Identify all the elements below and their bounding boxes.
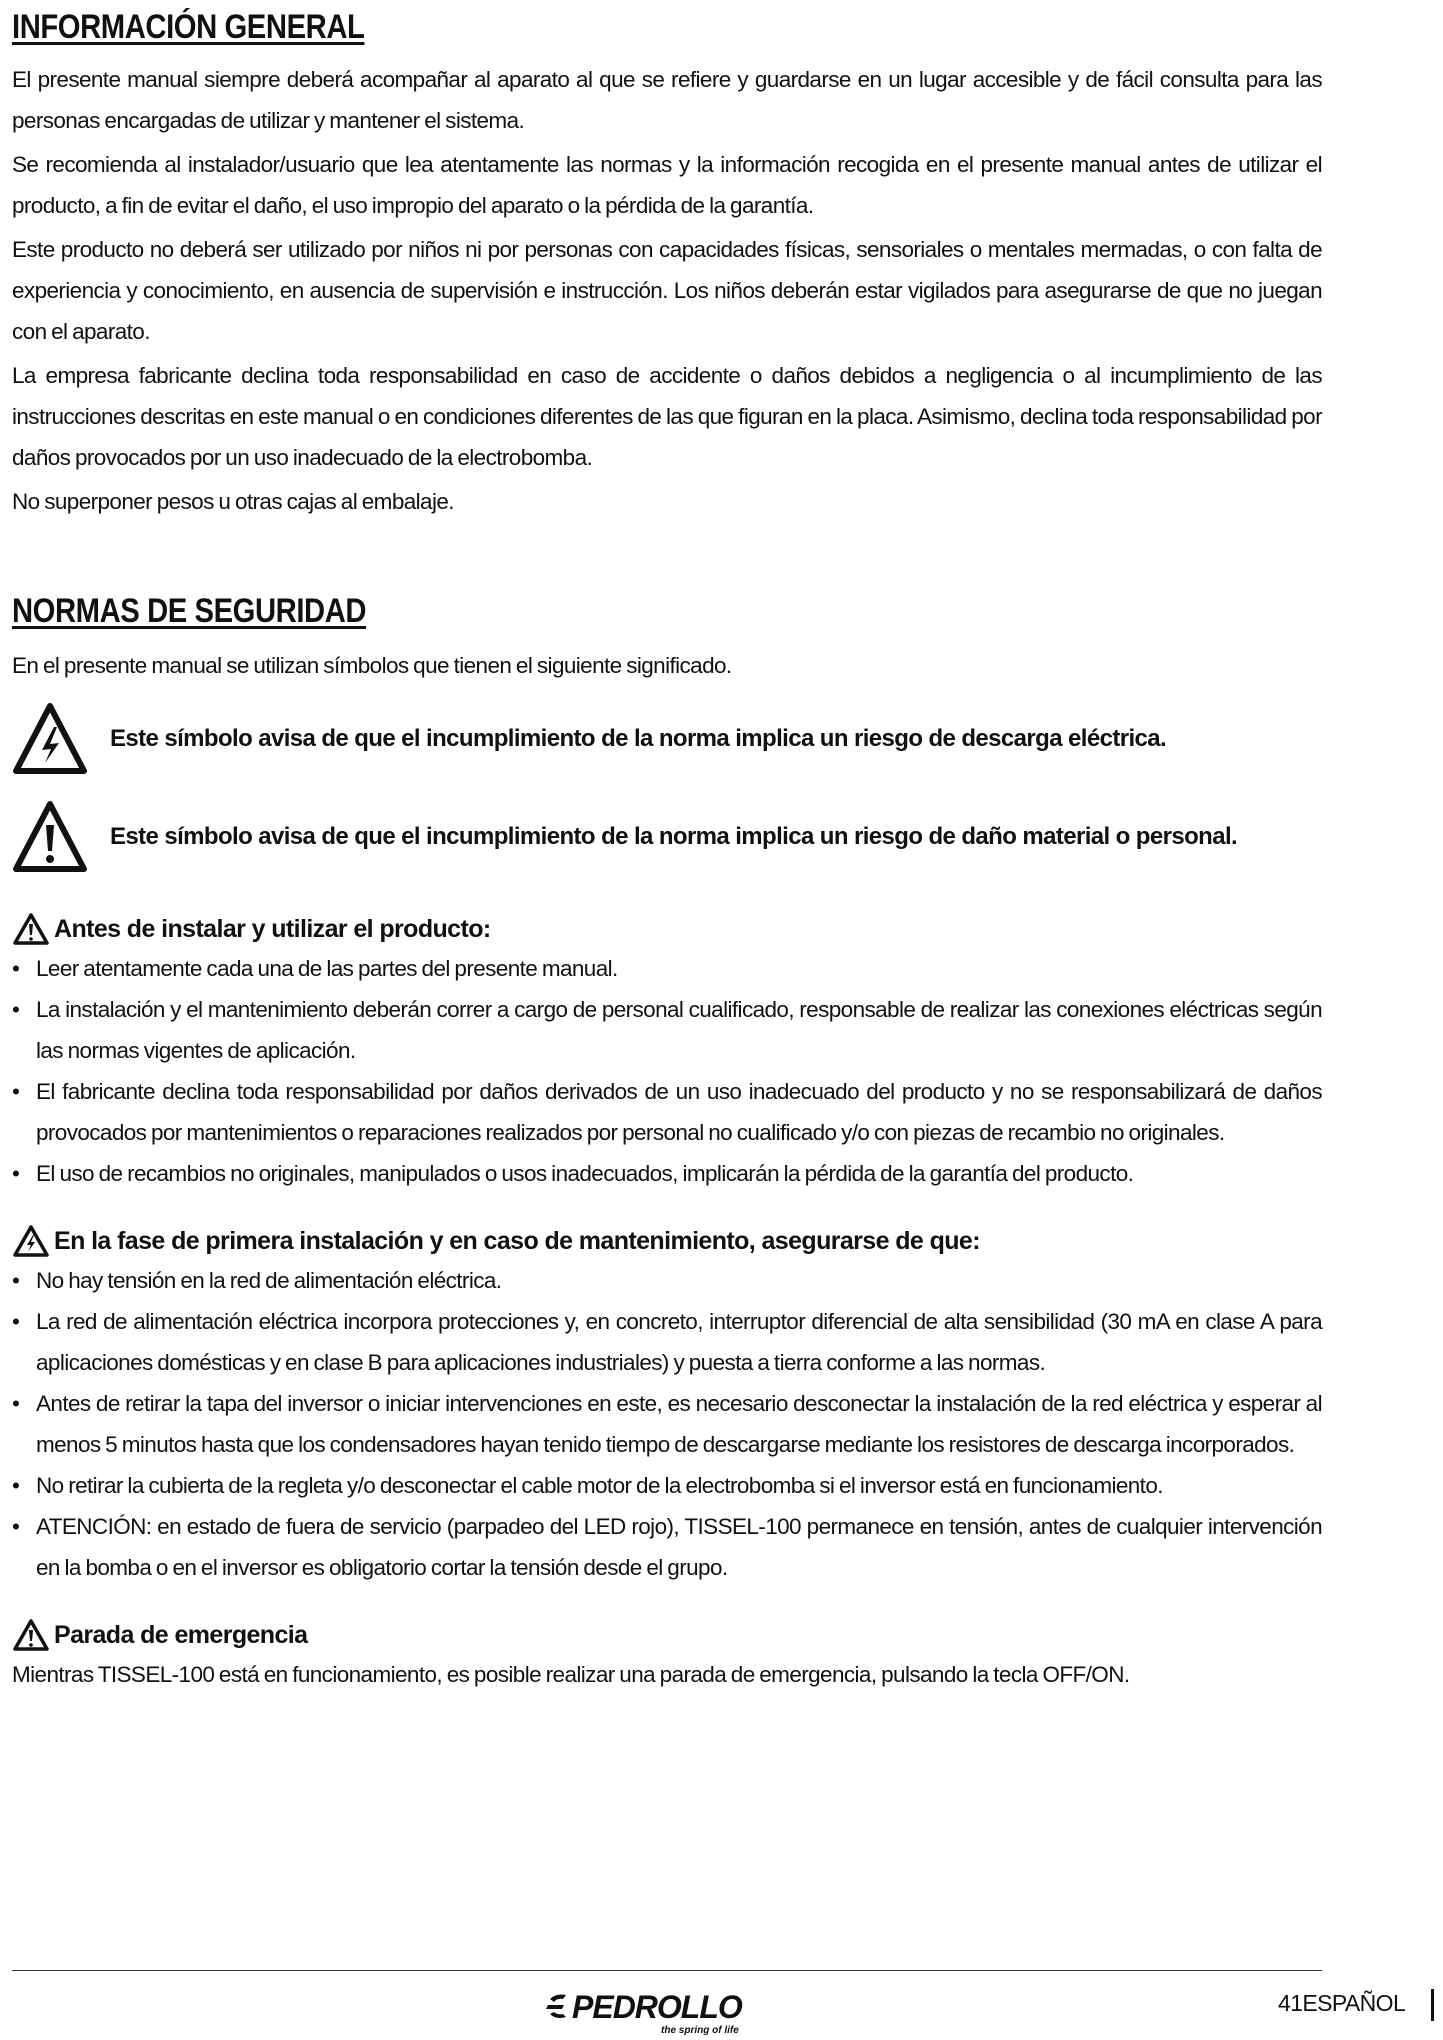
list-item: • No hay tensión en la red de alimentación eléctrica. [12, 1260, 1322, 1301]
list-item: • No retirar la cubierta de la regleta y/o desconectar el cable motor de la electrobomba si el inversor está en funcionamiento. [12, 1465, 1322, 1506]
list-item: • La instalación y el mantenimiento deberán correr a cargo de personal cualificado, responsable de realizar las conexiones eléctricas según las normas vigentes de aplicación. [12, 989, 1322, 1071]
general-hazard-icon [12, 799, 88, 875]
pedrollo-logo [546, 1983, 776, 2037]
list-item: • El uso de recambios no originales, manipulados o usos inadecuados, implicarán la pérdida de la garantía del producto. [12, 1153, 1322, 1194]
list-item: • El fabricante declina toda responsabilidad por daños derivados de un uso inadecuado del producto y no se responsabilizará de daños provocados por mantenimientos o reparaciones realizados por personal no cualificado y/o con piezas de recambio no originales. [12, 1071, 1322, 1153]
symbol-row-general [12, 792, 1322, 882]
paragraph: Se recomienda al instalador/usuario que lea atentamente las normas y la información recogida en el presente manual antes de utilizar el producto, a fin de evitar el daño, el uso impropio del aparato o la pérdida de la garantía. [12, 152, 1322, 218]
paragraph: Este producto no deberá ser utilizado por niños ni por personas con capacidades físicas, sensoriales o mentales mermadas, o con falta de experiencia y conocimiento, en ausencia de supervisión e instrucción. Los niños deberán estar vigilados para asegurarse de que no juegan con el aparato. [12, 237, 1322, 344]
subheading-text: Antes de instalar y utilizar el producto: [54, 914, 491, 943]
safety-intro: En el presente manual se utilizan símbolos que tienen el siguiente significado. [12, 653, 732, 678]
first-install-list [12, 1260, 1322, 1588]
electric-warning-icon [12, 1224, 50, 1258]
subheading-first-install [12, 1222, 1322, 1260]
logo-brand: PEDROLLO [572, 1989, 742, 2025]
warning-icon [12, 912, 50, 946]
paragraph: No superponer pesos u otras cajas al embalaje. [12, 489, 454, 514]
subheading-text: En la fase de primera instalación y en caso de mantenimiento, asegurarse de que: [54, 1226, 980, 1255]
emergency-text: Mientras TISSEL-100 está en funcionamiento, es posible realizar una parada de emergencia, pulsando la tecla OFF/ON. [12, 1662, 1130, 1687]
list-item: • Antes de retirar la tapa del inversor o iniciar intervenciones en este, es necesario desconectar la instalación de la red eléctrica y esperar al menos 5 minutos hasta que los condensadores hayan tenido tiempo de descargarse mediante los resistores de descarga incorporados. [12, 1383, 1322, 1465]
list-item: • La red de alimentación eléctrica incorpora protecciones y, en concreto, interruptor diferencial de alta sensibilidad (30 mA en clase A para aplicaciones domésticas y en clase B para aplicaciones industriales) y puesta a tierra conforme a las normas. [12, 1301, 1322, 1383]
list-item: • ATENCIÓN: en estado de fuera de servicio (parpadeo del LED rojo), TISSEL-100 permanece en tensión, antes de cualquier intervención en la bomba o en el inversor es obligatorio cortar la tensión desde el grupo. [12, 1506, 1322, 1588]
symbol-description: Este símbolo avisa de que el incumplimiento de la norma implica un riesgo de daño material o personal. [110, 823, 1238, 850]
subheading-emergency [12, 1616, 1322, 1654]
section-title-general: INFORMACIÓN GENERAL [12, 8, 365, 46]
footer-divider [12, 1970, 1322, 1971]
subheading-text: Parada de emergencia [54, 1620, 308, 1649]
manual-page [12, 0, 1322, 1698]
electric-hazard-icon [12, 701, 88, 777]
subheading-before-install [12, 910, 1322, 948]
symbol-description: Este símbolo avisa de que el incumplimiento de la norma implica un riesgo de descarga eléctrica. [110, 725, 1167, 752]
page-number: 41ESPAÑOL [1278, 1990, 1406, 2016]
symbol-row-electric [12, 694, 1322, 784]
section-title-safety: NORMAS DE SEGURIDAD [12, 592, 367, 630]
list-item: • Leer atentamente cada una de las partes del presente manual. [12, 948, 1322, 989]
warning-icon [12, 1618, 50, 1652]
paragraph: La empresa fabricante declina toda responsabilidad en caso de accidente o daños debidos a negligencia o al incumplimiento de las instrucciones descritas en este manual o en condiciones diferentes de las que figuran en la placa. Asimismo, declina toda responsabilidad por daños provocados por un uso inadecuado de la electrobomba. [12, 363, 1322, 470]
page-edge-bar [1431, 1989, 1434, 2021]
logo-tagline: the spring of life [661, 2025, 739, 2036]
paragraph: El presente manual siempre deberá acompañar al aparato al que se refiere y guardarse en un lugar accesible y de fácil consulta para las personas encargadas de utilizar y mantener el sistema. [12, 67, 1322, 133]
before-install-list [12, 948, 1322, 1194]
